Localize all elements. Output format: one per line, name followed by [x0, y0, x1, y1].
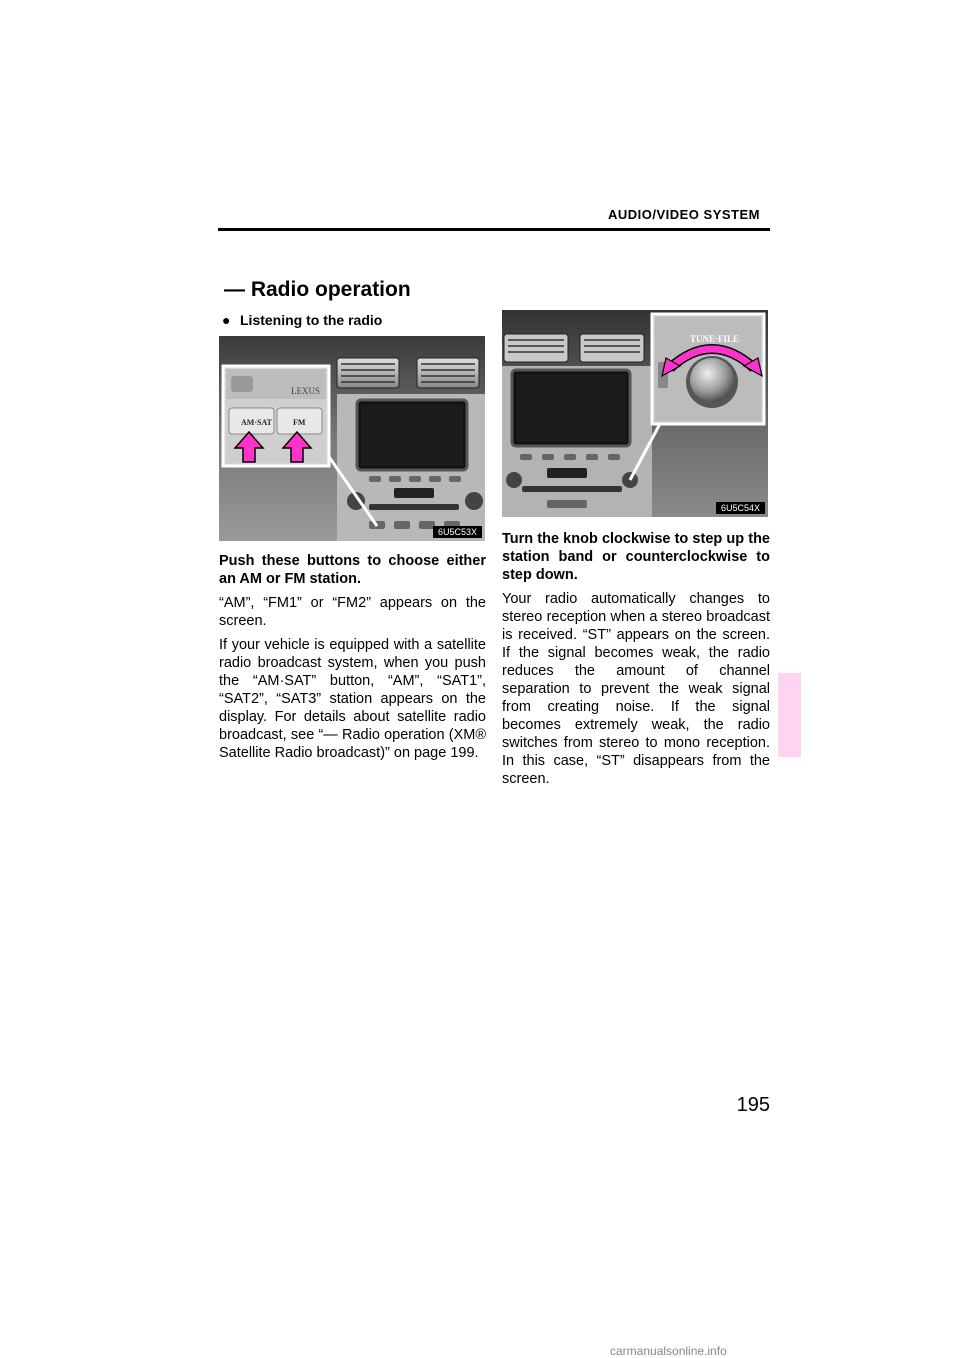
fm-button-label: FM [293, 418, 306, 427]
right-paragraph-1: Your radio automatically changes to stereo reception when a stereo broadcast is received. “ST” appears on the screen. If the signal becomes weak, the radio reduces the amount of channel separation to prevent the weak signal from creating noise. If the signal becomes extremely weak, the radio switches from stereo to mono reception. In this case, “ST” disappears from the screen. [502, 591, 770, 787]
figure-radio-buttons [219, 336, 485, 541]
left-text-column [219, 552, 486, 762]
page-number: 195 [736, 1094, 770, 1116]
am-sat-button-label: AM·SAT [241, 418, 272, 427]
tune-knob [690, 358, 734, 402]
left-paragraph-1: “AM”, “FM1” or “FM2” appears on the screen. [219, 595, 486, 629]
footer-watermark: carmanualsonline.info [610, 1344, 727, 1358]
dashboard-photo-right [502, 310, 768, 517]
figure-code: 6U5C54X [716, 502, 765, 514]
right-lead: Turn the knob clockwise to step up the station band or counterclockwise to step down. [502, 531, 770, 583]
left-paragraph-2: If your vehicle is equipped with a satellite radio broadcast system, when you push the “AM·SAT” button, “AM”, “SAT1”, “SAT2”, “SAT3” station appears on the display. For details about satellite radio broadcast, see “— Radio operation (XM® Satellite Radio broadcast)” on page 199. [219, 637, 486, 761]
chapter-tab [778, 673, 801, 757]
right-text-column [502, 530, 770, 788]
section-title: — Radio operation [224, 278, 411, 301]
subhead-text: Listening to the radio [240, 312, 383, 328]
figure-tune-knob [502, 310, 768, 517]
figure-code: 6U5C53X [433, 526, 482, 538]
left-lead: Push these buttons to choose either an AM or FM station. [219, 553, 486, 587]
subhead [222, 312, 382, 328]
bullet-icon: ● [222, 312, 231, 328]
tune-file-label: TUNE·FILE [690, 334, 740, 344]
header-rule [218, 228, 770, 231]
running-header: AUDIO/VIDEO SYSTEM [607, 207, 760, 222]
dashboard-photo-left [219, 336, 485, 541]
brand-text: LEXUS [291, 386, 320, 396]
